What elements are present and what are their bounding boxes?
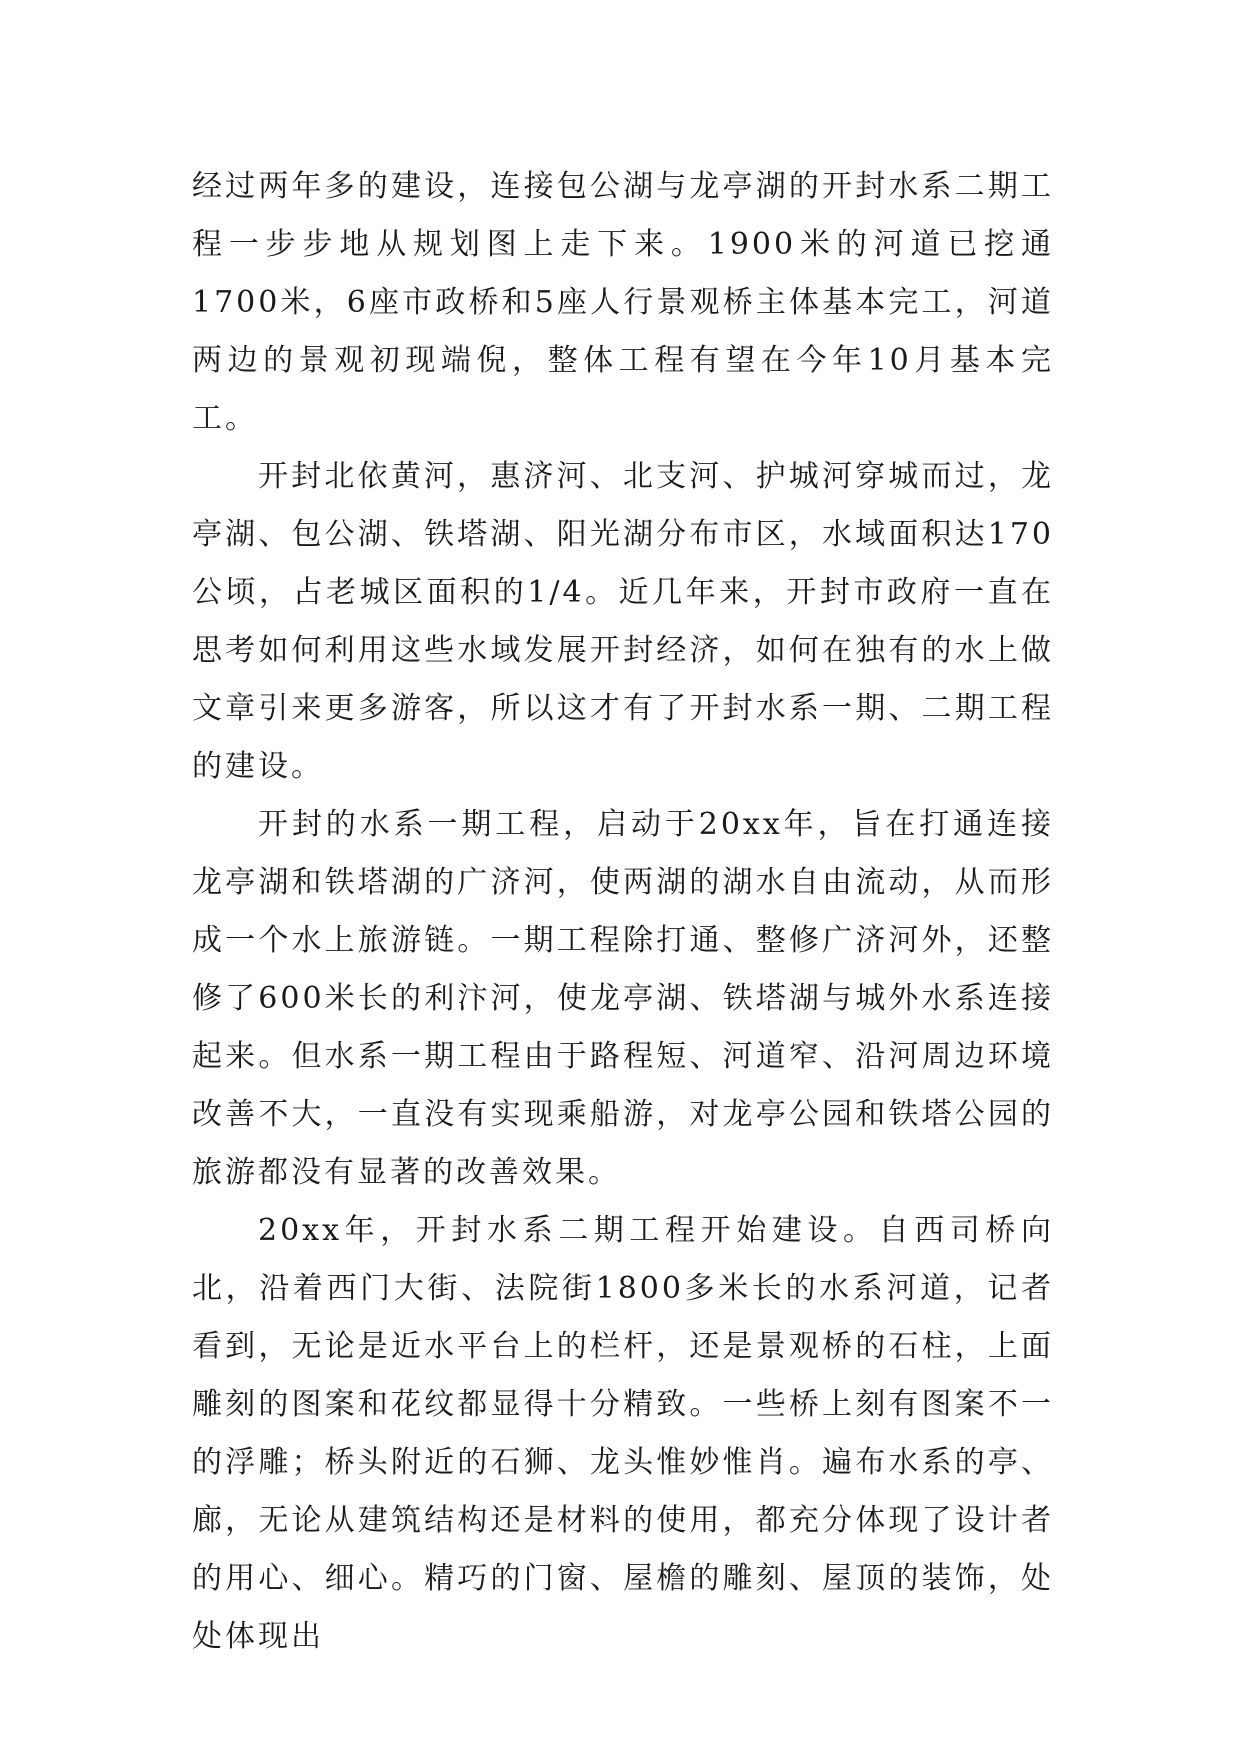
document-body <box>192 158 1054 1666</box>
paragraph-4: 20xx年，开封水系二期工程开始建设。自西司桥向北，沿着西门大街、法院街1800多米长的水系河道，记者看到，无论是近水平台上的栏杆，还是景观桥的石柱，上面雕刻的图案和花纹都显得十分精致。一些桥上刻有图案不一的浮雕；桥头附近的石狮、龙头惟妙惟肖。遍布水系的亭、廊，无论从建筑结构还是材料的使用，都充分体现了设计者的用心、细心。精巧的门窗、屋檐的雕刻、屋顶的装饰，处处体现出 <box>192 1213 1054 1654</box>
paragraph-1: 经过两年多的建设，连接包公湖与龙亭湖的开封水系二期工程一步步地从规划图上走下来。1900米的河道已挖通1700米，6座市政桥和5座人行景观桥主体基本完工，河道两边的景观初现端倪，整体工程有望在今年10月基本完工。 <box>192 169 1054 436</box>
paragraph-2: 开封北依黄河，惠济河、北支河、护城河穿城而过，龙亭湖、包公湖、铁塔湖、阳光湖分布市区，水域面积达170公顷，占老城区面积的1/4。近几年来，开封市政府一直在思考如何利用这些水域发展开封经济，如何在独有的水上做文章引来更多游客，所以这才有了开封水系一期、二期工程的建设。 <box>192 459 1054 784</box>
paragraph-3: 开封的水系一期工程，启动于20xx年，旨在打通连接龙亭湖和铁塔湖的广济河，使两湖的湖水自由流动，从而形成一个水上旅游链。一期工程除打通、整修广济河外，还整修了600米长的利汴河，使龙亭湖、铁塔湖与城外水系连接起来。但水系一期工程由于路程短、河道窄、沿河周边环境改善不大，一直没有实现乘船游，对龙亭公园和铁塔公园的旅游都没有显著的改善效果。 <box>192 807 1054 1190</box>
